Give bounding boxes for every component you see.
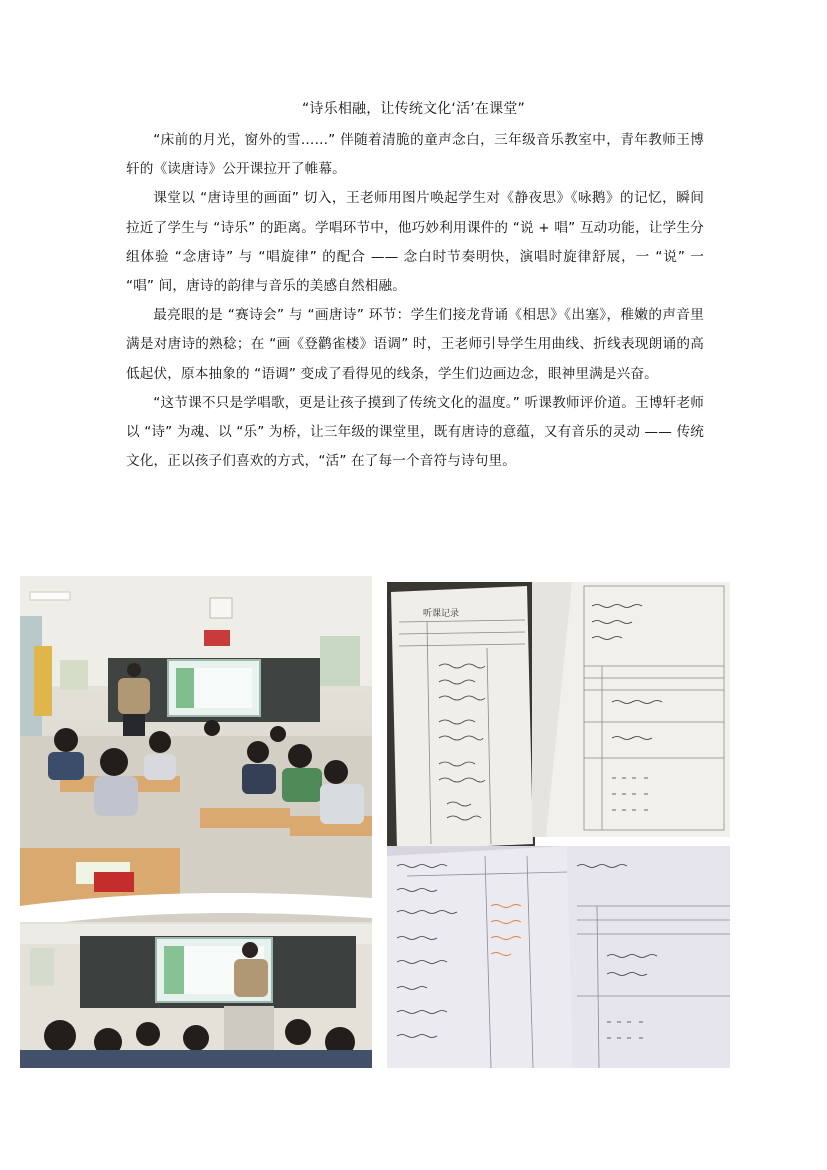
paragraph-lesson-intro: 课堂以 “唐诗里的画面” 切入，王老师用图片唤起学生对《静夜思》《咏鹅》的记忆，瞬间拉近了学生与 “诗乐” 的距离。学唱环节中，他巧妙利用课件的 “说 + 唱” 互动功能，让学生分组体验 “念唐诗” 与 “唱旋律” 的配合 —— 念白时节奏明快，演唱时旋律舒展，一 “说” 一 “唱” 间，唐诗的韵律与音乐的美感自然相融。 [126, 190, 704, 295]
lecture-notes-photo-2 [532, 582, 730, 837]
paragraph-evaluation: “这节课不只是学唱歌，更是让孩子摸到了传统文化的温度。” 听课教师评价道。王博轩老师以 “诗” 为魂、以 “乐” 为桥，让三年级的课堂里，既有唐诗的意蕴，又有音乐的灵动 —— 传统文化，正以孩子们喜欢的方式，“活” 在了每一个音符与诗句里。 [126, 394, 704, 470]
classroom-photo-drawing [20, 576, 372, 1068]
paragraph-intro: “床前的月光，窗外的雪……” 伴随着清脆的童声念白，三年级音乐教室中，青年教师王博轩的《读唐诗》公开课拉开了帷幕。 [126, 132, 704, 178]
lecture-notes-header: 听课记录 [423, 609, 460, 619]
paragraph-highlights: 最亮眼的是 “赛诗会” 与 “画唐诗” 环节：学生们接龙背诵《相思》《出塞》，稚嫩的声音里满是对唐诗的熟稔；在 “画《登鹳雀楼》语调” 时，王老师引导学生用曲线、折线表现朗诵的高低起伏，原本抽象的 “语调” 变成了看得见的线条，学生们边画边念，眼神里满是兴奋。 [126, 307, 704, 382]
lecture-notes-photo-1 [387, 582, 535, 852]
article-body [126, 126, 704, 476]
lecture-notes-drawing-1 [387, 582, 535, 852]
article-title: “诗乐相融，让传统文化‘活’在课堂” [301, 101, 525, 117]
lecture-notes-drawing-2 [532, 582, 730, 837]
photo-collage [20, 576, 730, 1068]
lecture-notes-photo-3 [387, 846, 730, 1068]
classroom-photo [20, 576, 372, 1068]
lecture-notes-drawing-3 [387, 846, 730, 1068]
